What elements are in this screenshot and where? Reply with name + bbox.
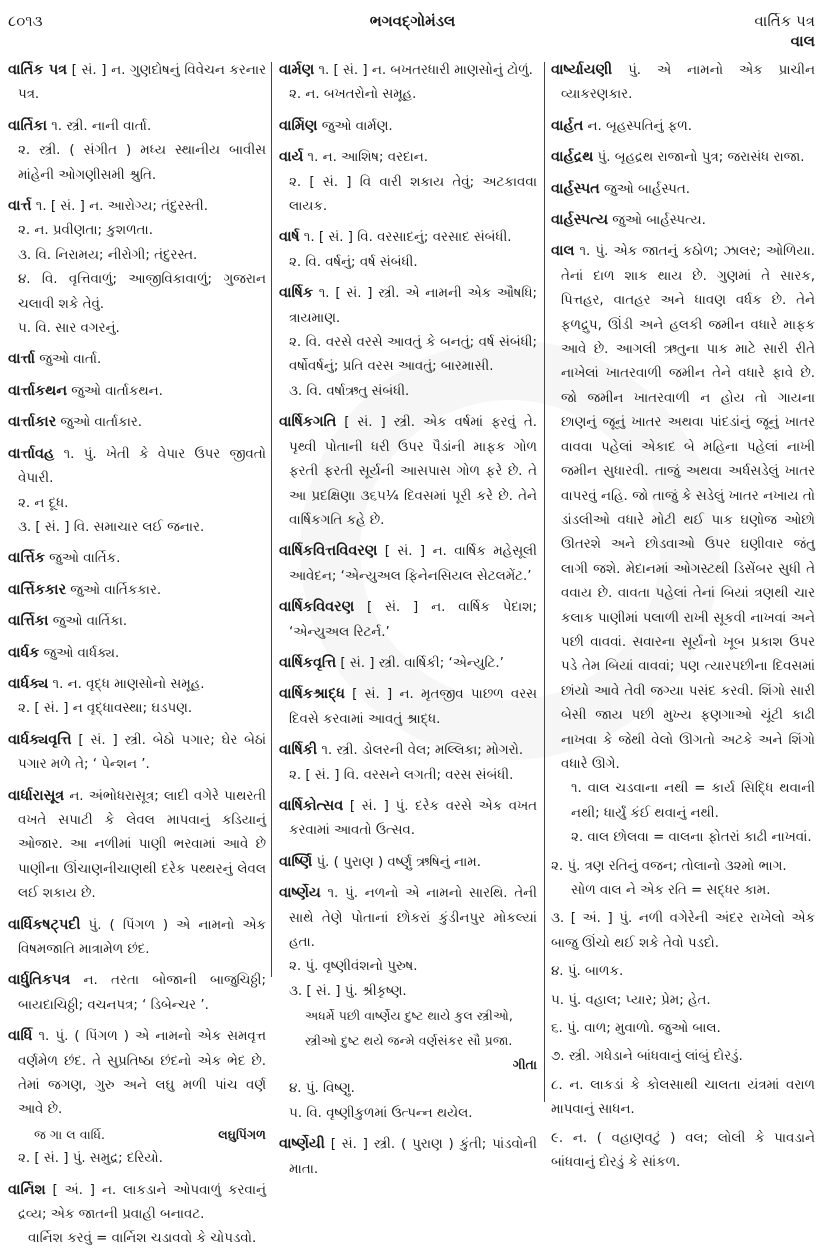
headword: વાર્ષિકોત્સવ [279,797,344,814]
dictionary-entry [279,651,537,676]
sense-item [8,219,266,243]
definition-text: પું. ( પુરાણ ) વર્ષ્ણુ ઋષિનું નામ. [312,854,481,870]
definition-text: [ સં. ] ન. મૃતજીવ પાછળ વરસ દિવસે કરવામાં આવતું શ્રાદ્ધ. [289,687,537,727]
headword: વાર્ત્તિકકાર [8,581,67,598]
definition-text: ૨. પું. વૃષ્ણીવંશનો પુરુષ. [289,959,418,975]
dictionary-entry [279,114,537,139]
definition-text: [ સં. ] સ્ત્રી. ( પુરાણ ) કુંતી; પાંડવોની માતા. [289,1137,537,1177]
definition-text: ૨. [ સં. ] વિ. વરસને લગતી; વરસ સંબંધી. [289,767,514,783]
definition-text: [ અં. ] ન. લાકડાને ઓપવાળું કરવાનું દ્રવ્ય; એક જાતની પ્રવાહી બનાવટ. [18,1182,266,1223]
definition-text: ૩. [ સં. ] વિ. સમાચાર લઈ જનાર. [18,519,205,535]
dictionary-entry [551,114,815,139]
definition-text: ૧. પું. એક જાતનું કઠોળ; ઝાલર; ઓળિયા. તેનાં દાળ શાક થાય છે. ગુણમાં તે સારક, પિત્તહર, વાતહર અને ધાવણ વર્ધક છે. તેને ફળદ્રુપ, ઊંડી અને હલકી જમીન વધારે માફક આવે છે. આગલી ઋતુના પાક માટે સારી રીતે નાખેલાં ખાતરવાળી જમીન તેને વધારે ફાવે છે. જો જમીન ખાતરવાળી ન હોય તો ગાયના છાણનું જૂનું ખાતર અથવા પાંદડાંનું જૂનું ખાતર વાવવા પહેલાં એકાદ બે મહિના પહેલાં નાખી જમીન સુધારવી. તાજું અથવા અર્ધસડેલું ખાતર વાપરવું નહિ. જો તાજું કે સડેલું ખાતર નખાય તો ડાંડલીઓ વધારે મોટી થઈ પાક ઘણોજ ઓછો ઊતરશે અને છોડવાઓ ઉપર ઘણીવાર જંતુ લાગી જશે. મેદાનમાં ઓગસ્ટથી ડિસેંબર સુધી તે વવાય છે. વાવતા પહેલાં તેનાં બિયાં ત્રણથી ચાર કલાક પાણીમાં પલાળી રાખી સૂકવી નાખવાં અને પછી વાવવાં. સવારના સૂર્યનો ખૂબ પ્રકાશ ઉપર પડે તેમ બિયાં વાવવાં; પણ ત્યારપછીના દિવસમાં છાંયો આવે તેવી જગ્યા પસંદ કરવી. શિંગો સારી બેસી જાય પછી મુખ્ય ફણગાઓ ચૂંટી કાઢી નાખવા કે જેથી વેલો ઊગતો અટકે અને શિંગો વધારે ઊગે. [561,244,815,772]
headword: વાર્ષ્ણેયી [279,1136,325,1153]
sense-item [279,171,537,220]
headword: વાર્ષિકગતિ [279,414,337,431]
headword: વાર્મિણ [279,117,318,134]
definition-text: ન. તરતા બોજાની બાજુચિઠ્ઠી; બાયદાચિઠ્ઠી; વચનપત્ર; ‘ ડિબેન્ચર ’. [18,973,266,1013]
page-number: ૮૦૧૩ [8,12,43,30]
dictionary-entry [279,1132,537,1182]
dictionary-entry [551,58,815,108]
headword: વાર્ષ્ણિ [279,853,313,870]
definition-text: ૨. વિ. વર્ષનું; વર્ષ સંબંધી. [289,254,418,270]
definition-text: ૧. સ્ત્રી. નાની વાર્તા. [46,118,152,134]
definition-text: ૩. [ અં. ] પું. નળી વગેરેની અંદર રાખેલો એક બાજુ ઊંચો થઈ શકે તેવો પડદો. [551,911,815,951]
dictionary-entry [279,145,537,170]
definition-text: ન. બૃહસ્પતિનું ફળ. [583,118,693,134]
sense-item [279,251,537,275]
dictionary-entry [279,539,537,589]
sense-item [551,1074,815,1123]
definition-text: ૩. વિ. નિરામય; નીરોગી; તંદુરસ્ત. [18,247,198,263]
definition-text: જુઓ બાર્હસ્પત્ય. [608,213,706,229]
sense-item [279,380,537,404]
headword: વાર્ધિકષટ્પદી [8,916,81,933]
definition-text: ૯. ન. ( વહાણવટું ) વલ; લોલી કે પાવડાને બાંધવાનું દોરડું કે સાંકળ. [551,1130,815,1171]
definition-text: ૧. પું. ( પિંગળ ) એ નામનો એક સમવૃત્ત વર્ણમેળ છંદ. તે સુપ્રતિષ્ઠા છંદનો એક ભેદ છે. તેમાં જગણ, ગુરુ અને લઘુ મળી પાંચ વર્ણ આવે છે. [18,1029,266,1118]
headword: વાર્ષિકવિવરણ [279,599,355,616]
headword: વાર્ત્તિકા [8,613,49,630]
sense-item [279,83,537,107]
sense-item [8,1147,266,1171]
dictionary-entry [279,595,537,645]
dictionary-entry [279,225,537,250]
definition-text: ૨. [ સં. ] વિ વારી શકાય તેવું; અટકાવવા લાયક. [289,174,537,215]
headword: વાર્ધારાસૂત્ર [8,787,65,804]
example-quote [551,879,815,903]
headword: વાર્ષિક [279,285,313,302]
dictionary-entry [8,968,266,1018]
dictionary-entry [279,281,537,331]
definition-text: [ સં. ] સ્ત્રી. એક વર્ષમાં ફરવું તે. પૃથ્વી પોતાની ધરી ઉપર પૈડાંની માફક ગોળ ફરતી ફરતી સૂર્યની આસપાસ ગોળ ફરે છે. તે આ પ્રદક્ષિણા ૩૬૫¼ દિવસમાં પૂરી કરે છે. તેને વાર્ષિકગતિ કહે છે. [289,415,537,528]
definition-text: જુઓ વાર્તિક. [44,551,121,567]
dictionary-entry [551,239,815,777]
headword: વાર્ષ્યાયણી [551,62,613,78]
headword: વાર્ત્ત [8,198,32,215]
dictionary-entry [8,578,266,603]
dictionary-entry [279,850,537,875]
headword: વાર્તિક પત્ર [8,62,68,78]
sense-item [551,1045,815,1069]
definition-text: પું. ( પિંગળ ) એ નામનો એક વિષમજાતિ માત્રામેળ છંદ. [18,917,266,957]
definition-text: સોળ વાલ ને એક રતિ = સદ્ધર કામ. [571,883,771,898]
definition-text: [ સં. ] ન. વાર્ષિક પેદાશ; ‘એન્યુઅલ રિટર્ન.’ [289,600,537,640]
headword: વાર્ષિકી [279,742,318,759]
sense-item [551,1127,815,1176]
headword: વાર્ધિ [8,1028,33,1045]
headword: વાર્ત્તા [8,351,36,368]
dictionary-entry [8,379,266,404]
definition-text: ૧. પું. ખેતી કે વેપાર ઉપર જીવતો વેપારી. [18,446,266,487]
dictionary-entry [8,1024,266,1123]
headword: વાર્મણ [279,62,315,78]
column-divider [271,62,272,977]
definition-text: ૮. ન. લાકડાં કે કોલસાથી ચાલતા યંત્રમાં વરાળ માપવાનું સાધન. [551,1077,815,1118]
sense-item [8,244,266,268]
headword: વાર્ષિકશ્રાદ્ધ [279,686,345,703]
definition-text: ૭. સ્ત્રી. ગધેડાને બાંધવાનું લાંબું દોરડું. [551,1049,743,1065]
book-title: ભગવદ્ગોમંડલ [369,12,456,30]
headword: વાર્ધુતિકપત્ર [8,972,71,989]
definition-text: જ ગા લ વાર્ધિ. [34,1126,106,1142]
headword: વાર્ષિકવૃત્તિ [279,654,337,671]
definition-text: ૨. ન દૂધ. [18,495,69,511]
definition-text: ૧. વાલ ચડવાના નથી = કાર્ય સિદ્ધિ થવાની નથી; ધાર્યું કંઈ થવાનું નથી. [571,781,815,821]
definition-text: ૨. વિ. વરસે વરસે આવતું કે બનતું; વર્ષ સંબંધી; વર્ષોવર્ષનું; પ્રતિ વરસ આવતું; બારમાસી. [289,335,537,375]
example-quote [551,777,815,826]
example-quote [8,1227,266,1251]
definition-text: ૧. [ સં. ] વિ. વરસાદનું; વરસાદ સંબંધી. [299,230,512,246]
definition-text: જુઓ વાર્તિકા. [48,614,128,630]
definition-text: ૧. [ સં. ] ન. બખતરધારી માણસોનું ટોળું. [314,63,533,78]
sense-item [8,697,266,721]
sense-item [551,989,815,1013]
definition-text: ૨. સ્ત્રી. ( સંગીત ) મધ્ય સ્થાનીય બાવીસ માંહેની ઓગણીસમી શ્રુતિ. [18,143,266,183]
dictionary-entry [8,784,266,907]
headword: વાર્ય [279,149,304,166]
headword: વાર્તિકા [8,117,47,134]
dictionary-entry [8,609,266,634]
example-quote [279,1004,537,1028]
dictionary-entry [8,913,266,963]
column-divider [544,62,545,1102]
headword: વાર્ધક [8,644,40,661]
dictionary-entry [279,410,537,533]
guide-word-first: વાર્તિક પત્ર [754,12,815,30]
headword: વાર્ધક્ય [8,675,49,692]
quote-source: લઘુપિંગળ [218,1126,266,1142]
definition-text: જુઓ વાર્તા. [35,352,102,368]
definition-text: [ સં. ] ન. ગુણદોષનું વિવેચન કરનાર પત્ર. [18,63,266,103]
dictionary-entry [8,672,266,697]
headword: વાર્ધક્યવૃત્તિ [8,731,72,748]
definition-text: ૨. વાલ છોલવા = વાલના ફોતરાં કાઢી નાખવાં. [571,830,812,846]
dictionary-entry [279,58,537,83]
sense-item [8,139,266,188]
headword: વાર્હદ્રથ [551,149,594,166]
headword: વાર્ષિકવિત્તવિવરણ [279,543,378,560]
headword: વાર્હત [551,117,584,134]
dictionary-entry [279,682,537,732]
sense-item [551,855,815,879]
sense-item [279,764,537,788]
definition-text: જુઓ વાર્તાકથન. [66,383,163,399]
definition-text: [ સં. ] સ્ત્રી. વાર્ષિકી; ‘એન્યુટિ.’ [336,655,504,671]
headword: વાર્ત્તિક [8,550,45,567]
headword: વાર્હસ્પત [551,180,600,197]
dictionary-entry [551,208,815,233]
dictionary-entry [8,347,266,372]
definition-text: ૫. વિ. વૃષ્ણીકુળમાં ઉત્પન્ન થયેલ. [289,1105,473,1121]
definition-text: જુઓ વાર્તાકાર. [56,415,143,431]
headword: વાર્ષ્ણેય [279,885,321,902]
definition-text: ૩. [ સં. ] પું. શ્રીકૃષ્ણ. [289,983,407,999]
sense-item [279,980,537,1004]
headword: વાર્ત્તાકાર [8,414,57,431]
headword: વાર્ષ [279,229,300,246]
definition-text: ૨. ન. બખતરોનો સમૂહ. [289,87,417,103]
dictionary-entry [8,194,266,219]
dictionary-entry [551,177,815,202]
definition-text: પું. બૃહદ્રથ રાજાનો પુત્ર; જરાસંધ રાજા. [593,150,805,166]
sense-item [279,955,537,979]
definition-text: ૪. પું. વિષ્ણુ. [289,1081,355,1097]
column-1 [8,58,266,1252]
definition-text: ૨. [ સં. ] ન વૃદ્ધાવસ્થા; ઘડપણ. [18,701,193,717]
sense-item [279,331,537,380]
definition-text: જુઓ વાર્મણ. [317,118,393,134]
definition-text: ૬. પું. વાળ; મુવાળો. જુઓ બાલ. [551,1021,721,1037]
sense-item [8,516,266,540]
example-quote [279,1029,537,1053]
guide-word-last: વાલ [790,32,815,50]
example-quote [551,826,815,850]
definition-text: ૫. વિ. સાર વગરનું. [18,321,120,337]
dictionary-entry [8,546,266,571]
sense-item [8,492,266,516]
definition-text: જુઓ બાર્હસ્પત. [599,181,690,197]
sense-item [8,268,266,317]
definition-text: જુઓ વાર્તિકકાર. [66,582,162,598]
definition-text: જુઓ વાર્ધક્ય. [39,645,120,661]
headword: વાર્ત્તાવહ [8,445,55,462]
dictionary-entry [8,1178,266,1228]
dictionary-entry [8,728,266,778]
sense-item [551,960,815,984]
definition-text: [ સં. ] ન. વાર્ષિક મહેસૂલી આવેદન; ‘એન્યુઅલ ફિનેનસિયલ સેટલમેંટ.’ [289,544,537,584]
sense-item [551,907,815,956]
definition-text: ૨. ન. પ્રવીણતા; કુશળતા. [18,223,153,239]
headword: વાર્નિશ [8,1181,46,1198]
definition-text: [ સં. ] સ્ત્રી. બેઠો પગાર; ઘેર બેઠાં પગાર મળે તે; ‘ પેન્શન ’. [18,732,266,773]
quote-source [279,1053,537,1077]
definition-text: ૨. પું. ત્રણ રતિનું વજન; તોલાનો ૩૨મો ભાગ. [551,858,787,874]
dictionary-entry [279,794,537,844]
dictionary-entry [8,114,266,139]
column-2 [279,58,537,1182]
definition-text: ગીતા [512,1057,537,1073]
definition-text: ૧. [ સં. ] ન. આરોગ્ય; તંદુરસ્તી. [31,199,208,215]
definition-text: ૫. પું. વહાલ; પ્યાર; પ્રેમ; હેત. [551,992,711,1008]
example-quote [8,1123,266,1147]
definition-text: ૨. [ સં. ] પું. સમુદ્ર; દરિયો. [18,1151,163,1167]
sense-item [551,1017,815,1041]
definition-text: અધર્મે પછી વાર્ષ્ણેય દુષ્ટ થાયે કુલ સ્ત્રીઓ, [305,1008,513,1024]
definition-text: ૩. વિ. વર્ષાઋતુ સંબંધી. [289,383,410,399]
headword: વાલ [551,243,575,260]
definition-text: ૧. પું. નળનો એ નામનો સારથિ. તેની સાથે તેણે પોતાનાં છોકરાં કુંડીનપુર મોકલ્યાં હતા. [289,886,537,950]
definition-text: સ્ત્રીઓ દુષ્ટ થયે જન્મે વર્ણસંકર સૌ પ્રજા. [305,1032,513,1048]
page-header [0,8,825,48]
definition-text: ન. અંભોધરાસૂત્ર; લાદી વગેરે પાથરતી વખતે સપાટી કે લેવલ માપવાનું કડિયાનું ઓજાર. આ નળીમાં પાણી ભરવામાં આવે છે પાણીના ઊંચાણનીચાણથી દરેક પથ્થરનું લેવલ લઈ શકાય છે. [18,788,266,902]
dictionary-entry [279,738,537,763]
definition-text: ૪. વિ. વૃત્તિવાળું; આજીવિકાવાળું; ગુજરાન ચલાવી શકે તેવું. [18,272,266,312]
dictionary-entry [551,145,815,170]
dictionary-entry [8,442,266,492]
sense-item [8,317,266,341]
definition-text: [ સં. ] પું. દરેક વરસે એક વખત કરવામાં આવતો ઉત્સવ. [289,798,537,839]
definition-text: ૧. ન. વૃદ્ધ માણસોનો સમૂહ. [48,676,205,692]
dictionary-entry [8,641,266,666]
definition-text: ૧. સ્ત્રી. ડોલરની વેલ; મલ્લિકા; મોગરો. [317,743,524,759]
dictionary-entry [8,410,266,435]
headword: વાર્ત્તાકથન [8,382,67,399]
definition-text: વાર્નિશ કરવું = વાર્નિશ ચડાવવો કે ચોપડવો. [28,1231,257,1247]
definition-text: ૧. [ સં. ] સ્ત્રી. એ નામની એક ઔષધિ; ત્રાયમાણ. [289,286,537,326]
column-3 [551,58,815,1175]
definition-text: પું. એ નામનો એક પ્રાચીન વ્યાકરણકાર. [561,63,815,103]
sense-item [279,1077,537,1101]
definition-text: ૧. ન. આશિષ; વરદાન. [303,150,429,166]
dictionary-entry [8,58,266,108]
headword: વાર્હસ્પત્ય [551,212,608,229]
definition-text: ૪. પું. બાળક. [551,964,624,980]
dictionary-entry [279,881,537,955]
